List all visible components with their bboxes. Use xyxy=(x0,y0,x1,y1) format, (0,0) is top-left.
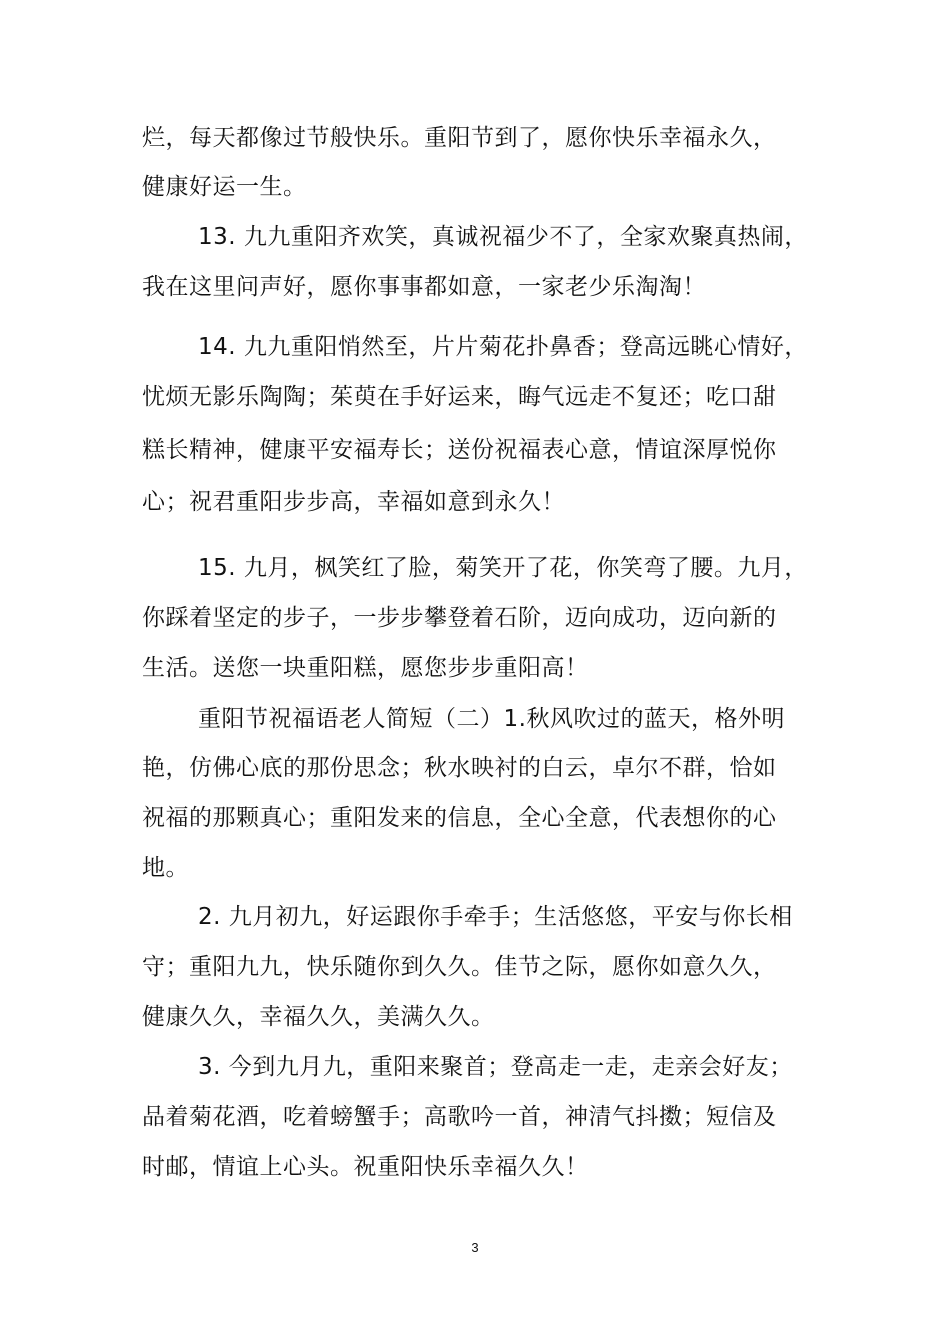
text-line: 艳，仿佛心底的那份思念；秋水映衬的白云，卓尔不群，恰如 xyxy=(142,755,777,781)
text-line: 品着菊花酒，吃着螃蟹手；高歌吟一首，神清气抖擞；短信及 xyxy=(142,1104,777,1130)
text-line: 时邮，情谊上心头。祝重阳快乐幸福久久！ xyxy=(142,1154,589,1180)
text-line: 守；重阳九九，快乐随你到久久。佳节之际，愿你如意久久， xyxy=(142,954,777,980)
text-line: 健康久久，幸福久久，美满久久。 xyxy=(142,1004,495,1030)
text-line: 14. 九九重阳悄然至，片片菊花扑鼻香；登高远眺心情好， xyxy=(198,334,808,360)
text-line: 健康好运一生。 xyxy=(142,174,307,200)
text-line: 忧烦无影乐陶陶；茱萸在手好运来，晦气远走不复还；吃口甜 xyxy=(142,384,777,410)
text-line: 烂，每天都像过节般快乐。重阳节到了，愿你快乐幸福永久， xyxy=(142,125,777,151)
text-line: 2. 九月初九，好运跟你手牵手；生活悠悠，平安与你长相 xyxy=(198,904,793,930)
page-number: 3 xyxy=(471,1240,479,1255)
text-line: 我在这里问声好，愿你事事都如意，一家老少乐淘淘！ xyxy=(142,274,706,300)
text-line: 15. 九月，枫笑红了脸，菊笑开了花，你笑弯了腰。九月， xyxy=(198,555,808,581)
text-line: 3. 今到九月九，重阳来聚首；登高走一走，走亲会好友； xyxy=(198,1054,793,1080)
text-line: 糕长精神，健康平安福寿长；送份祝福表心意，情谊深厚悦你 xyxy=(142,437,777,463)
text-line: 你踩着坚定的步子，一步步攀登着石阶，迈向成功，迈向新的 xyxy=(142,605,777,631)
text-line: 祝福的那颗真心；重阳发来的信息，全心全意，代表想你的心 xyxy=(142,805,777,831)
text-line: 13. 九九重阳齐欢笑，真诚祝福少不了，全家欢聚真热闹， xyxy=(198,224,808,250)
text-line: 生活。送您一块重阳糕，愿您步步重阳高！ xyxy=(142,655,589,681)
text-line: 心；祝君重阳步步高，幸福如意到永久！ xyxy=(142,489,565,515)
text-line: 重阳节祝福语老人简短（二）1.秋风吹过的蓝天，格外明 xyxy=(198,706,785,732)
text-line: 地。 xyxy=(142,855,189,881)
